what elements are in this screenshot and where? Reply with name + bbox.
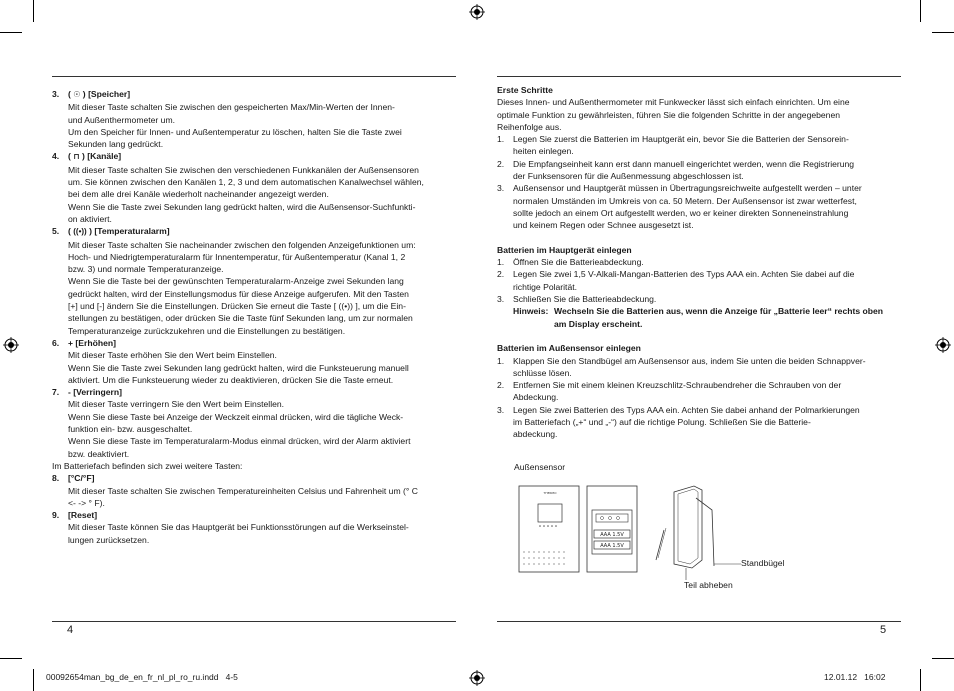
- item-text-line: bzw. deaktiviert.: [68, 448, 130, 459]
- item-text-line: funktion ein- bzw. ausgeschaltet.: [68, 424, 193, 435]
- hint-line: am Display erscheint.: [554, 318, 643, 329]
- item-text-line: Mit dieser Taste können Sie das Hauptgerät bei Funktionsstörungen auf die Werkseinstel-: [68, 522, 409, 533]
- hint-label: Hinweis:: [513, 306, 549, 317]
- crop-mark: [932, 658, 954, 659]
- crop-mark: [932, 32, 954, 33]
- item-text-line: Legen Sie zwei 1,5 V-Alkali-Mangan-Batterien des Typs AAA ein. Achten Sie dabei auf die: [513, 269, 855, 280]
- item-title: [68, 337, 456, 349]
- item-number: [497, 207, 513, 219]
- list-item: [497, 170, 903, 182]
- item-text-line: lungen zurücksetzen.: [68, 534, 150, 545]
- page-number-right: 5: [880, 624, 887, 636]
- list-item: [52, 386, 456, 398]
- lift-label: Teil abheben: [684, 580, 733, 590]
- item-text-line: um. Sie können zwischen den Kanälen 1, 2, 3 und dem automatischen Kanalwechsel wählen,: [68, 177, 424, 188]
- footer-rule: [52, 621, 456, 622]
- item-number: 2.: [497, 269, 505, 280]
- list-item: [497, 268, 903, 280]
- item-number: [497, 416, 513, 428]
- spacer: [497, 305, 513, 330]
- item-number: [497, 219, 513, 231]
- section-title: Batterien im Außensensor einlegen: [497, 343, 641, 354]
- item-text-line: Die Empfangseinheit kann erst dann manuell eingerichtet werden, wenn die Registrierung: [513, 158, 855, 169]
- item-text-line: Temperaturanzeige zurückzukehren und die Einstellungen zu bestätigen.: [68, 325, 346, 336]
- item-text-line: Um den Speicher für Innen- und Außentemperatur zu löschen, halten Sie die Taste zwei: [68, 126, 402, 137]
- item-text-line: im Batteriefach („+“ und „-“) auf die richtige Polung. Schließen Sie die Batterie-: [513, 417, 811, 428]
- item-text-line: stellungen zu bestätigen, oder drücken Sie die Taste fünf Sekunden lang, um zur normalen: [68, 313, 413, 324]
- item-text-line: und keinem Regen oder Schnee ausgesetzt ist.: [513, 220, 694, 231]
- section-title: Erste Schritte: [497, 85, 553, 95]
- item-number: 4.: [52, 151, 60, 162]
- registration-mark-icon: [935, 337, 951, 353]
- item-title-text: [Speicher]: [88, 89, 131, 99]
- item-number: 2.: [497, 380, 505, 391]
- item-text-line: Wenn Sie die Taste zwei Sekunden lang gedrückt halten, wird die Außensensor-Suchfunkti-: [68, 201, 416, 212]
- list-item: [52, 225, 456, 238]
- sensor-label: Außensensor: [514, 462, 566, 472]
- item-number: 2.: [497, 158, 505, 169]
- spacer: [497, 330, 903, 342]
- item-number: [497, 145, 513, 157]
- list-item: [497, 367, 903, 379]
- svg-text:THERMO: THERMO: [543, 491, 557, 495]
- item-title-text: + [Erhöhen]: [68, 337, 116, 348]
- list-item: [52, 337, 456, 349]
- item-title: [68, 386, 456, 398]
- hint-row: [513, 305, 903, 317]
- item-text-line: richtige Polarität.: [513, 281, 578, 292]
- item-number: 5.: [52, 226, 60, 237]
- item-text-line: normalen Umständen im Umkreis von ca. 50 Metern. Der Außensensor ist zwar wetterfest,: [513, 195, 857, 206]
- svg-text:AAA 1.5V: AAA 1.5V: [600, 532, 624, 538]
- item-number: 3.: [497, 294, 505, 305]
- item-text-line: und Außenthermometer um.: [68, 114, 175, 125]
- hint-row: [513, 318, 903, 330]
- item-text-line: Mit dieser Taste schalten Sie zwischen den gespeicherten Max/Min-Werten der Innen-: [68, 102, 395, 113]
- item-title-text: [Kanäle]: [87, 151, 122, 162]
- list-item: [497, 293, 903, 305]
- outdoor-sensor-illustration: [516, 484, 778, 584]
- item-number: 8.: [52, 473, 60, 484]
- list-item: [52, 150, 456, 163]
- item-text-line: Schließen Sie die Batterieabdeckung.: [513, 294, 657, 305]
- item-text-line: Öffnen Sie die Batterieabdeckung.: [513, 257, 644, 268]
- list-item: [497, 379, 903, 391]
- crop-mark: [920, 669, 921, 691]
- item-text-line: Sekunden lang gedrückt.: [68, 139, 164, 150]
- item-text-line: Entfernen Sie mit einem kleinen Kreuzschlitz-Schraubendreher die Schrauben von der: [513, 380, 842, 391]
- footer-rule: [497, 621, 901, 622]
- intro-line: Reihenfolge aus.: [497, 121, 562, 132]
- list-item: [497, 195, 903, 207]
- item-title: ( ((•)) ) [Temperaturalarm]: [68, 226, 170, 237]
- item-title: [°C/°F]: [68, 473, 95, 484]
- item-text-line: Mit dieser Taste schalten Sie zwischen Temperatureinheiten Celsius und Fahrenheit um (° C: [68, 485, 418, 496]
- item-text-line: Wenn Sie die Taste bei der gewünschten Temperaturalarm-Anzeige zwei Sekunden lang: [68, 276, 404, 287]
- list-item: [497, 404, 903, 416]
- button-symbol-icon: ((•)): [73, 227, 87, 237]
- item-text-line: Außensensor und Hauptgerät müssen in Übertragungsreichweite aufgestellt werden – unter: [513, 183, 862, 194]
- list-item: [52, 509, 456, 521]
- item-number: [497, 428, 513, 440]
- item-text-line: schlüsse lösen.: [513, 367, 572, 378]
- intro-line: Dieses Innen- und Außenthermometer mit Funkwecker lässt sich einfach einrichten. Um eine: [497, 97, 850, 108]
- item-text-line: heiten einlegen.: [513, 146, 574, 157]
- item-text-line: Mit dieser Taste erhöhen Sie den Wert beim Einstellen.: [68, 350, 277, 361]
- hint-line: Wechseln Sie die Batterien aus, wenn die Anzeige für „Batterie leer“ rechts oben: [554, 306, 884, 317]
- item-text-line: Legen Sie zuerst die Batterien im Hauptgerät ein, bevor Sie die Batterien der Sensorein-: [513, 134, 849, 145]
- list-item: [497, 355, 903, 367]
- item-text-line: gedrückt halten, wird der Einstellungsmodus für diese Anzeige aufgerufen. Mit den Tasten: [68, 288, 409, 299]
- list-item: [497, 219, 903, 231]
- item-number: [497, 170, 513, 182]
- item-title: ( ☉ ) [Speicher]: [68, 89, 131, 99]
- item-title-text: [Temperaturalarm]: [94, 226, 170, 237]
- item-text-line: bzw. 3) und normale Temperaturanzeige.: [68, 264, 224, 275]
- hint-content: [513, 305, 903, 330]
- registration-mark-icon: [469, 670, 485, 686]
- intro-line: optimale Funktion zu gewährleisten, führen Sie die folgenden Schritte in der angegebenen: [497, 109, 841, 120]
- list-item: [497, 428, 903, 440]
- registration-mark-icon: [3, 337, 19, 353]
- item-text-line: [+] und [-] ändern Sie die Einstellungen. Drücken Sie erneut die Taste [ ((•)) ], um die Ein-: [68, 301, 406, 312]
- crop-mark: [0, 658, 22, 659]
- item-text-line: Abdeckung.: [513, 392, 559, 403]
- stand-label: Standbügel: [741, 558, 785, 568]
- item-text-line: Mit dieser Taste schalten Sie zwischen den verschiedenen Funkkanälen der Außensensoren: [68, 164, 419, 175]
- section-title: Batterien im Hauptgerät einlegen: [497, 244, 632, 255]
- list-item: [497, 416, 903, 428]
- button-symbol-icon: ☉: [73, 90, 81, 99]
- list-item: [497, 158, 903, 170]
- svg-text:AAA 1.5V: AAA 1.5V: [600, 543, 624, 549]
- item-title: ( ⊓ ) [Kanäle]: [68, 151, 122, 162]
- item-number: [497, 391, 513, 403]
- item-number: 3.: [497, 404, 505, 415]
- item-number: 7.: [52, 387, 60, 398]
- item-text-line: Mit dieser Taste verringern Sie den Wert beim Einstellen.: [68, 399, 285, 410]
- header-rule: [52, 76, 456, 77]
- button-symbol-icon: ⊓: [73, 152, 80, 162]
- list-item: [497, 256, 903, 268]
- item-number: 1.: [497, 355, 505, 366]
- item-number: [497, 367, 513, 379]
- item-text-line: Wenn Sie die Taste zwei Sekunden lang gedrückt halten, wird die Funksteuerung manuell: [68, 362, 409, 373]
- list-item: [497, 391, 903, 403]
- item-number: 9.: [52, 510, 60, 521]
- list-item: [497, 145, 903, 157]
- item-text-line: on aktiviert.: [68, 213, 112, 224]
- item-title-text: - [Verringern]: [68, 387, 122, 398]
- page-number-left: 4: [67, 624, 74, 636]
- crop-mark: [920, 0, 921, 22]
- item-number: 6.: [52, 337, 60, 348]
- list-item: [52, 88, 456, 101]
- list-item: [497, 207, 903, 219]
- battery-note: Im Batteriefach befinden sich zwei weitere Tasten:: [52, 460, 243, 471]
- registration-mark-icon: [469, 4, 485, 20]
- item-number: 3.: [52, 89, 60, 99]
- item-number: [497, 281, 513, 293]
- item-text-line: Hoch- und Niedrigtemperaturalarm für Innentemperatur, für Außentemperatur (Kanal 1, 2: [68, 251, 406, 262]
- item-text-line: Klappen Sie den Standbügel am Außensensor aus, indem Sie unten die beiden Schnappver-: [513, 355, 866, 366]
- crop-mark: [33, 669, 34, 691]
- item-text-line: Wenn Sie diese Taste bei Anzeige der Weckzeit einmal drücken, wird die tägliche Weck-: [68, 411, 404, 422]
- hint-block: [497, 305, 903, 330]
- item-text-line: bei dem alle drei Kanäle wiederholt nacheinander angezeigt werden.: [68, 189, 329, 200]
- spacer: [497, 232, 903, 244]
- crop-mark: [33, 0, 34, 22]
- spacer: [513, 318, 554, 330]
- item-number: 1.: [497, 134, 505, 145]
- item-number: [497, 195, 513, 207]
- item-number: 1.: [497, 257, 505, 268]
- footer-filename: 00092654man_bg_de_en_fr_nl_pl_ro_ru.indd 4-5: [46, 672, 238, 682]
- item-text-line: aktiviert. Um die Funksteuerung wieder zu deaktivieren, drücken Sie die Taste erneut.: [68, 374, 394, 385]
- left-column: [52, 88, 456, 546]
- item-text-line: Mit dieser Taste schalten Sie nacheinander zwischen den folgenden Anzeigefunktionen um:: [68, 239, 416, 250]
- footer-datetime: 12.01.12 16:02: [824, 672, 886, 682]
- crop-mark: [0, 32, 22, 33]
- list-item: [497, 281, 903, 293]
- item-text-line: sollte jedoch an einem Ort aufgestellt werden, wo er keiner direkten Sonneneinstrahlung: [513, 207, 849, 218]
- item-title: [Reset]: [68, 510, 98, 521]
- list-item: [52, 472, 456, 484]
- item-text-line: abdeckung.: [513, 429, 558, 440]
- right-column: [497, 84, 903, 441]
- item-number: 3.: [497, 183, 505, 194]
- list-item: [497, 133, 903, 145]
- item-text-line: Legen Sie zwei Batterien des Typs AAA ein. Achten Sie dabei anhand der Polmarkierungen: [513, 404, 860, 415]
- item-text-line: Wenn Sie diese Taste im Temperaturalarm-Modus einmal drücken, wird der Alarm aktiviert: [68, 436, 411, 447]
- item-text-line: <- -> ° F).: [68, 497, 105, 508]
- item-text-line: der Funksensoren für die Außenmessung abgeschlossen ist.: [513, 171, 744, 182]
- header-rule: [497, 76, 901, 77]
- list-item: [497, 182, 903, 194]
